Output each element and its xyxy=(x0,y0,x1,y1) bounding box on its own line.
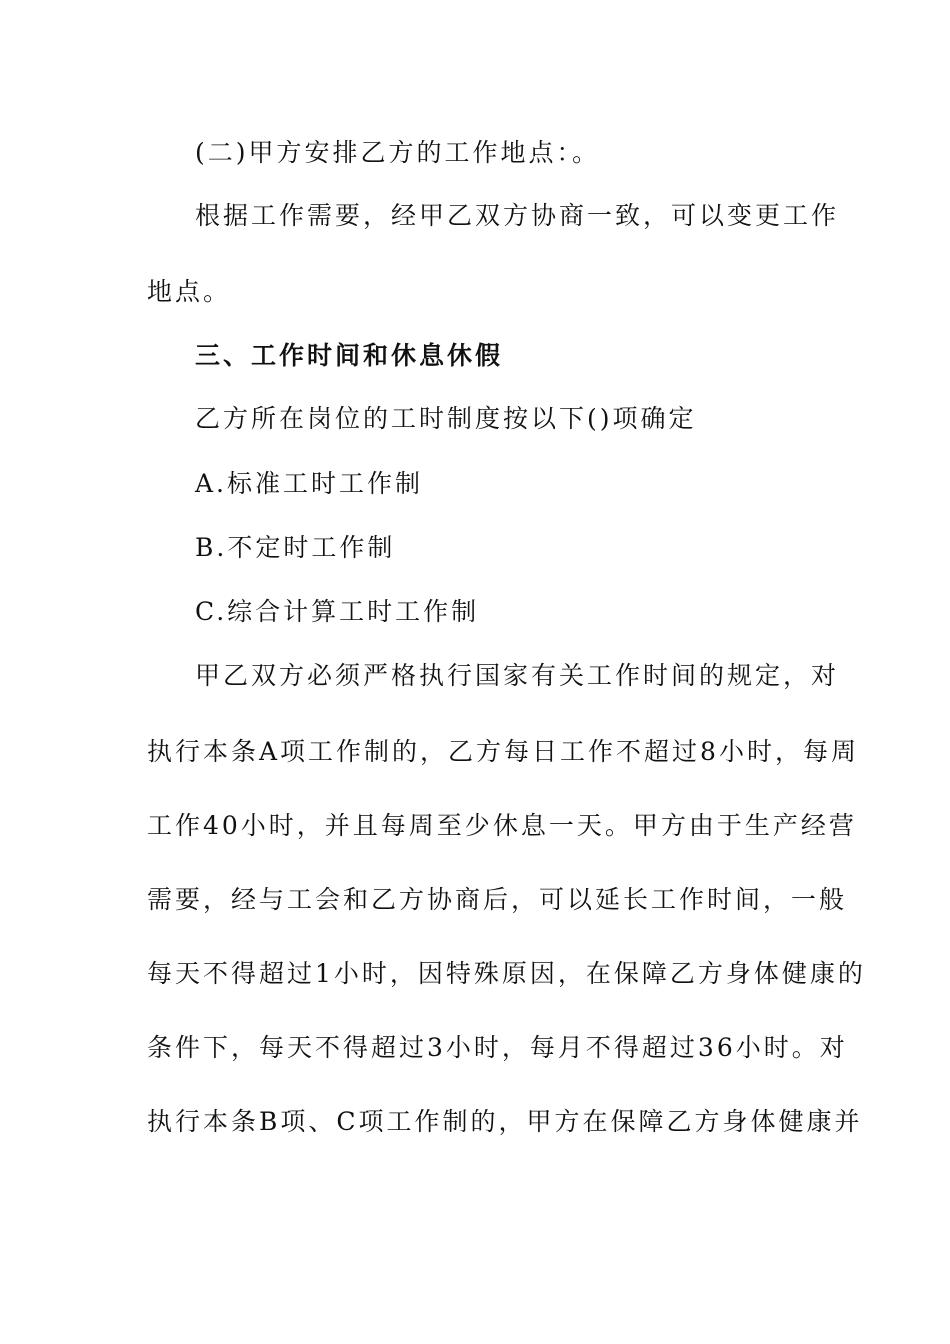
work-location-clause: (二)甲方安排乙方的工作地点：。 xyxy=(195,138,601,167)
paragraph-line: 乙方所在岗位的工时制度按以下()项确定 xyxy=(195,404,697,433)
paragraph-line: 执行本条A项工作制的，乙方每日工作不超过8小时，每周 xyxy=(147,737,859,766)
paragraph-line: 需要，经与工会和乙方协商后，可以延长工作时间，一般 xyxy=(147,885,848,914)
paragraph-line: 每天不得超过1小时，因特殊原因，在保障乙方身体健康的 xyxy=(147,959,866,988)
paragraph-line: 执行本条B项、C项工作制的，甲方在保障乙方身体健康并 xyxy=(147,1107,863,1136)
paragraph-line: 甲乙双方必须严格执行国家有关工作时间的规定，对 xyxy=(195,661,840,690)
option-c: C.综合计算工时工作制 xyxy=(195,597,480,626)
paragraph-line: 根据工作需要，经甲乙双方协商一致，可以变更工作 xyxy=(195,201,840,230)
option-a: A.标准工时工作制 xyxy=(195,469,424,498)
paragraph-line: 地点。 xyxy=(147,277,232,306)
section-heading: 三、工作时间和休息休假 xyxy=(195,341,504,370)
paragraph-line: 条件下，每天不得超过3小时，每月不得超过36小时。对 xyxy=(147,1033,848,1062)
option-b: B.不定时工作制 xyxy=(195,533,396,562)
paragraph-line: 工作40小时，并且每周至少休息一天。甲方由于生产经营 xyxy=(147,811,857,840)
